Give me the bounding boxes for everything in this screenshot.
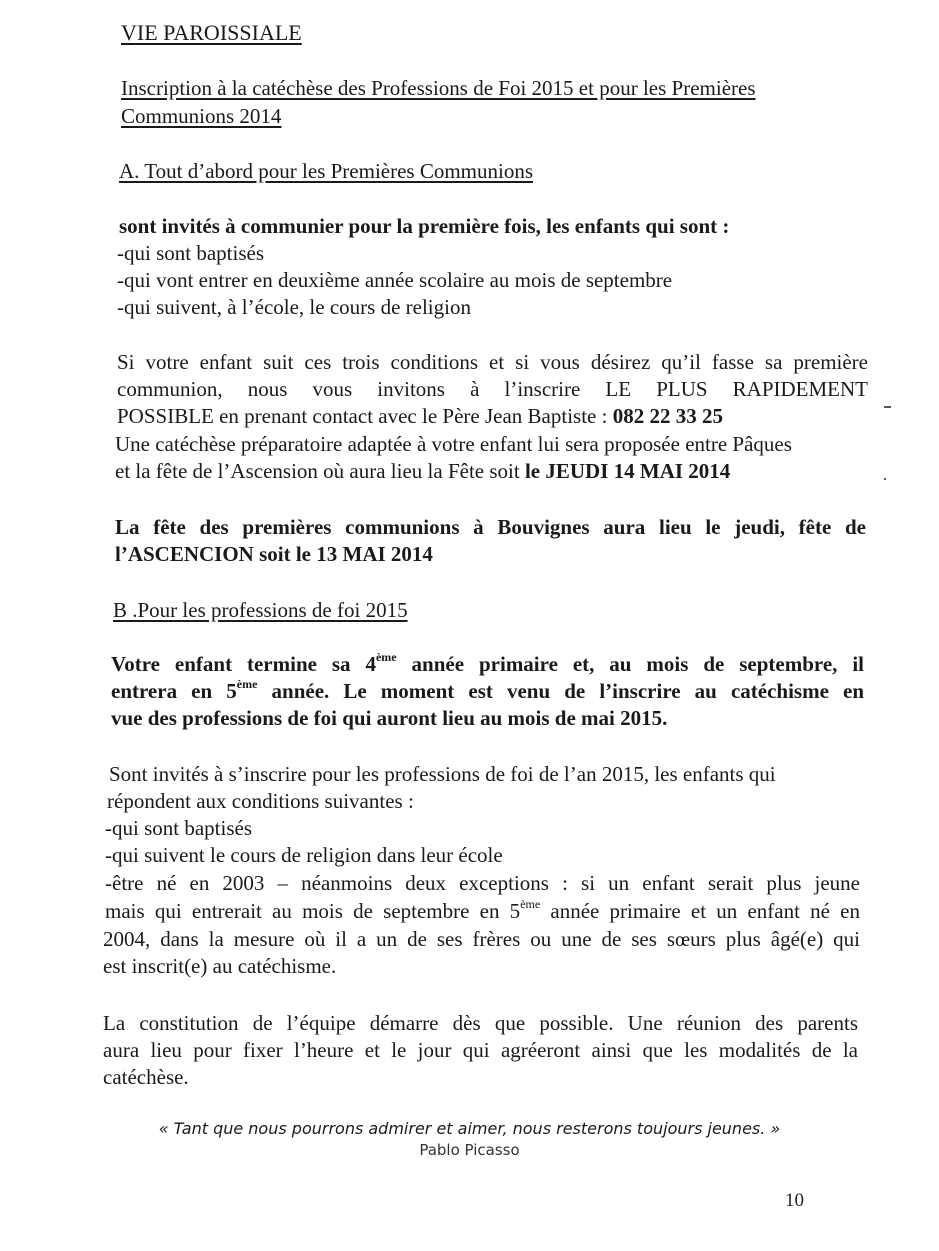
bold-paragraph-line (111, 651, 864, 677)
part-a-condition: -qui vont entrer en deuxième année scolaire au mois de septembre (117, 268, 673, 292)
paragraph-line: -qui suivent le cours de religion dans leur école (105, 843, 503, 867)
page-number: 10 (785, 1190, 804, 1211)
paragraph-line: est inscrit(e) au catéchisme. (103, 954, 337, 978)
paragraph-line: aura lieu pour fixer l’heure et le jour qui agréeront ainsi que les modalités de la (103, 1038, 858, 1062)
text-part: mais qui entrerait au mois de septembre en 5 (105, 899, 521, 923)
section-title: VIE PAROISSIALE (121, 20, 302, 45)
text-part: Votre enfant termine sa 4 (111, 652, 376, 676)
bold-paragraph-line: La fête des premières communions à Bouvignes aura lieu le jeudi, fête de (115, 515, 866, 539)
paragraph-line (105, 898, 860, 924)
paragraph-line (115, 458, 730, 484)
heading-line-2: Communions 2014 (121, 104, 282, 128)
paragraph-line: -être né en 2003 – néanmoins deux exceptions : si un enfant serait plus jeune (105, 871, 860, 895)
paragraph-line: Sont invités à s’inscrire pour les professions de foi de l’an 2015, les enfants qui (109, 762, 776, 786)
paragraph-line: -qui sont baptisés (105, 816, 252, 840)
quote-author: Pablo Picasso (419, 1141, 520, 1159)
part-a-condition: -qui suivent, à l’école, le cours de religion (117, 295, 471, 319)
text-part: année primaire et un enfant né en (540, 899, 860, 923)
paragraph-text: POSSIBLE en prenant contact avec le Père Jean Baptiste : (117, 404, 613, 428)
text-part: année. Le moment est venu de l’inscrire au catéchisme en (257, 679, 865, 703)
part-a-title: A. Tout d’abord pour les Premières Communions (119, 159, 534, 183)
text-part: année primaire et, au mois de septembre, il (396, 652, 865, 676)
paragraph-line: Si votre enfant suit ces trois conditions et si vous désirez qu’il fasse sa première (117, 350, 868, 374)
scan-mark (884, 406, 891, 408)
superscript: ème (236, 677, 258, 691)
text-part: entrera en 5 (111, 679, 237, 703)
paragraph-line: catéchèse. (103, 1065, 189, 1089)
paragraph-line: répondent aux conditions suivantes : (107, 789, 414, 813)
phone-number: 082 22 33 25 (612, 404, 723, 428)
paragraph-line: Une catéchèse préparatoire adaptée à votre enfant lui sera proposée entre Pâques (115, 432, 792, 456)
paragraph-line: La constitution de l’équipe démarre dès que possible. Une réunion des parents (103, 1011, 858, 1035)
heading-line-1: Inscription à la catéchèse des Professions de Foi 2015 et pour les Premières (121, 76, 756, 100)
paragraph-line (117, 403, 723, 429)
superscript: ème (520, 897, 541, 911)
bold-paragraph-line: l’ASCENCION soit le 13 MAI 2014 (115, 542, 433, 566)
bold-paragraph-line (111, 678, 864, 704)
bold-paragraph-line: vue des professions de foi qui auront lieu au mois de mai 2015. (111, 706, 668, 730)
part-a-condition: -qui sont baptisés (117, 241, 264, 265)
paragraph-line: communion, nous vous invitons à l’inscrire LE PLUS RAPIDEMENT (117, 377, 868, 401)
quote-text: « Tant que nous pourrons admirer et aimer, nous resterons toujours jeunes. » (158, 1119, 781, 1138)
paragraph-text: et la fête de l’Ascension où aura lieu la Fête soit (115, 459, 525, 483)
part-b-title: B .Pour les professions de foi 2015 (113, 598, 408, 622)
date-highlight: le JEUDI 14 MAI 2014 (524, 459, 731, 483)
paragraph-line: 2004, dans la mesure où il a un de ses frères ou une de ses sœurs plus âgé(e) qui (103, 927, 860, 951)
part-a-intro: sont invités à communier pour la première fois, les enfants qui sont : (119, 214, 730, 238)
scan-mark (884, 478, 886, 480)
superscript: ème (375, 650, 397, 664)
